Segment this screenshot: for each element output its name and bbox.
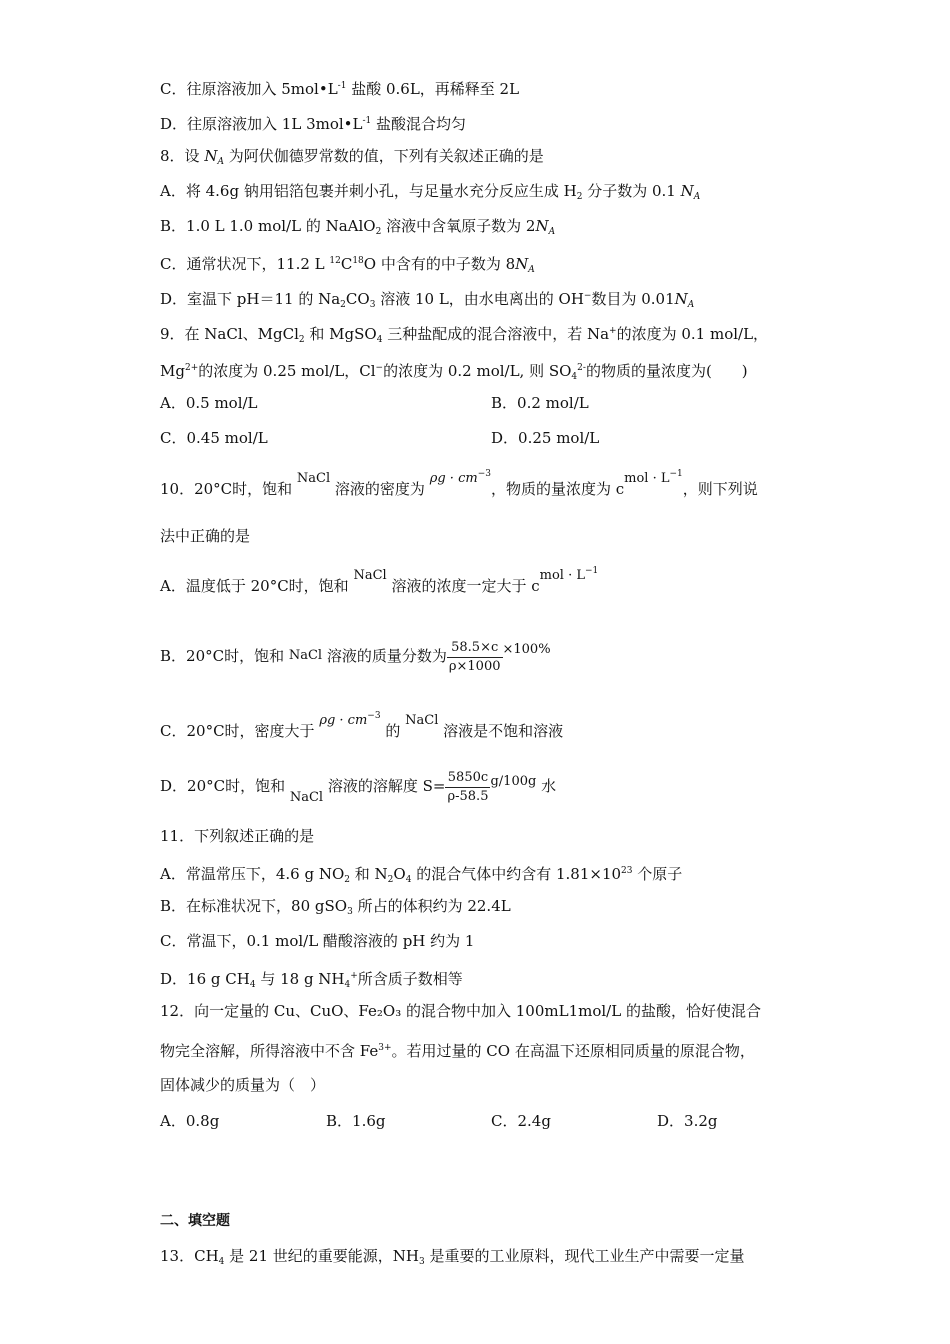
q12-stem-line3: 固体减少的质量为（ ）	[160, 1076, 326, 1094]
q8-option-d: D．室温下 pH＝11 的 $Na_2CO_3$ 溶液 10 L，由水电离出的 OH−数目为 $0.01N_A$	[160, 290, 695, 310]
q11-option-d: D．16 g $CH_4$ 与 18 g $NH_4^+$所含质子数相等	[160, 970, 463, 990]
q10-stem-line1: 10．20°C时，饱和 NaCl 溶液的密度为 $\rho g \cdot cm^{-3}$，物质的量浓度为 cmol · $L^{-1}$，则下列说	[160, 469, 758, 498]
q10-stem-line2: 法中正确的是	[160, 527, 251, 545]
q10-option-d: D．20°C时，饱和 NaCl 溶液的溶解度 S= $\frac{5850c}{\rho-58.5}$ g/100g 水	[160, 769, 557, 805]
q11-stem: 11．下列叙述正确的是	[160, 827, 315, 845]
q7-option-c: C．往原溶液加入 $5mol•L^{-1}$ 盐酸 0.6L，再稀释至 2L	[160, 80, 520, 98]
q8-option-b: B．1.0 L 1.0 mol/L 的 NaAlO$_2$ 溶液中含氧原子数为 $2N_A$	[160, 217, 556, 237]
q11-option-c: C．常温下，0.1 mol/L 醋酸溶液的 pH 约为 1	[160, 932, 475, 950]
q10-d-fraction: $\frac{5850c}{\rho-58.5}$	[447, 769, 489, 804]
q12-option-c: C．2.4g	[491, 1112, 551, 1130]
q12-stem-line2: 物完全溶解，所得溶液中不含 $Fe^{3+}$。若用过量的 CO 在高温下还原相同质量的原混合物，	[160, 1042, 755, 1060]
q9-option-b: B．0.2 mol/L	[491, 394, 589, 412]
q8-option-c: C．通常状况下，11.2 L $^{12}C^{18}O$ 中含有的中子数为 $8N_A$	[160, 255, 535, 275]
q12-option-b: B．1.6g	[326, 1112, 386, 1130]
q8-option-a: A．将 4.6g 钠用铝箔包裹并刺小孔，与足量水充分反应生成 $H_2$ 分子数为 0.1 $N_A$	[160, 182, 701, 202]
q9-option-a: A．0.5 mol/L	[160, 394, 258, 412]
q9-option-d: D．0.25 mol/L	[491, 429, 600, 447]
q9-stem-line2: $Mg^{2+}$的浓度为 0.25 mol/L，Cl−的浓度为 0.2 mol/L, 则 $SO_4^{2-}$的物质的量浓度为( )	[160, 362, 748, 382]
q10-option-b: B．20°C时，饱和 NaCl 溶液的质量分数为 $\frac{58.5\times c}{\rho\times 1000}$ ×100%	[160, 639, 551, 674]
q8-stem: 8．设 $N_A$ 为阿伏伽德罗常数的值，下列有关叙述正确的是	[160, 147, 544, 167]
q11-option-b: B．在标准状况下，80 gSO$_3$ 所占的体积约为 22.4L	[160, 897, 511, 917]
q12-option-a: A．0.8g	[160, 1112, 220, 1130]
q10-option-c: C．20°C时，密度大于 $\rho g \cdot cm^{-3}$ 的 NaCl 溶液是不饱和溶液	[160, 711, 564, 740]
q12-stem-line1: 12．向一定量的 Cu、CuO、Fe₂O₃ 的混合物中加入 100mL1mol/L 的盐酸，恰好使混合	[160, 1002, 761, 1020]
q13-stem: 13．$CH_4$ 是 21 世纪的重要能源，$NH_3$ 是重要的工业原料，现代工业生产中需要一定量	[160, 1247, 745, 1267]
q9-stem-line1: 9．在 NaCl、MgCl$_2$ 和 MgSO$_4$ 三种盐配成的混合溶液中，若 Na+的浓度为 0.1 mol/L，	[160, 325, 769, 345]
q9-option-c: C．0.45 mol/L	[160, 429, 268, 447]
q10-b-fraction: $\frac{58.5\times c}{\rho\times 1000}$	[448, 639, 501, 674]
section-title: 二、填空题	[160, 1213, 230, 1229]
q10-option-a: A．温度低于 20°C时，饱和 NaCl 溶液的浓度一定大于 cmol · $L^{-1}$	[160, 566, 599, 595]
q12-option-d: D．3.2g	[657, 1112, 718, 1130]
q7-option-d: D．往原溶液加入 1L $3mol•L^{-1}$ 盐酸混合均匀	[160, 115, 467, 133]
q11-option-a: A．常温常压下，4.6 g $NO_2$ 和 $N_2O_4$ 的混合气体中约含有 $1.81\times 10^{23}$ 个原子	[160, 865, 683, 885]
